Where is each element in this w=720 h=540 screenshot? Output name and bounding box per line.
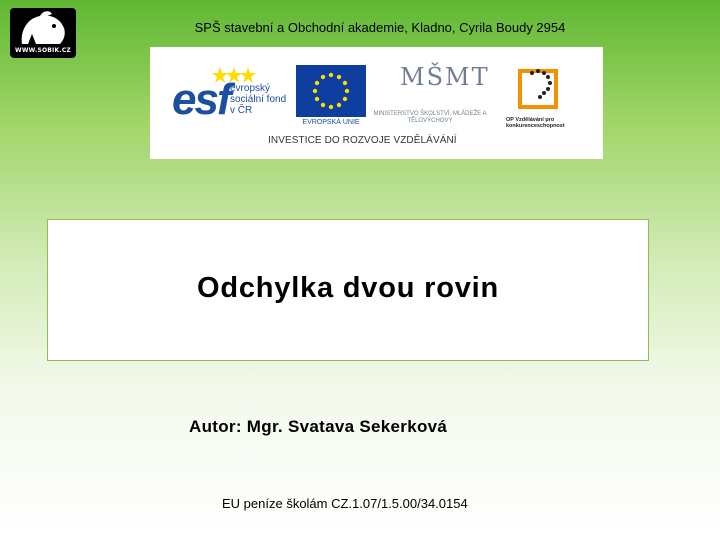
op-text: OP Vzdělávání pro konkurenceschopnost <box>506 117 565 129</box>
esf-subtitle: evropský sociální fond v ČR <box>230 83 287 116</box>
msmt-logo <box>370 65 490 131</box>
school-header: SPŠ stavební a Obchodní akademie, Kladno, Cyrila Boudy 2954 <box>194 20 566 35</box>
logo-url: WWW.SOBIK.CZ <box>15 47 71 54</box>
msmt-mark: MŠMT <box>400 63 490 91</box>
title-box <box>47 219 649 361</box>
mascot-icon <box>10 8 76 50</box>
msmt-text: MINISTERSTVO ŠKOLSTVÍ, MLÁDEŽE A TĚLOVÝCHOVY <box>373 111 487 124</box>
funding-logo-strip <box>150 47 603 159</box>
esf-letters: esf <box>172 75 230 124</box>
esf-logo <box>172 65 287 127</box>
eu-label: EVROPSKÁ UNIE <box>302 119 360 126</box>
eu-flag-icon <box>296 65 366 117</box>
slide-footer: EU peníze školám CZ.1.07/1.5.00/34.0154 <box>222 496 468 511</box>
funding-caption: INVESTICE DO ROZVOJE VZDĚLÁVÁNÍ <box>268 135 457 146</box>
slide-title: Odchylka dvou rovin <box>196 272 500 304</box>
school-logo <box>10 8 76 58</box>
op-logo <box>506 65 586 131</box>
op-emblem-icon <box>516 65 562 111</box>
slide-author: Autor: Mgr. Svatava Sekerková <box>189 417 448 436</box>
